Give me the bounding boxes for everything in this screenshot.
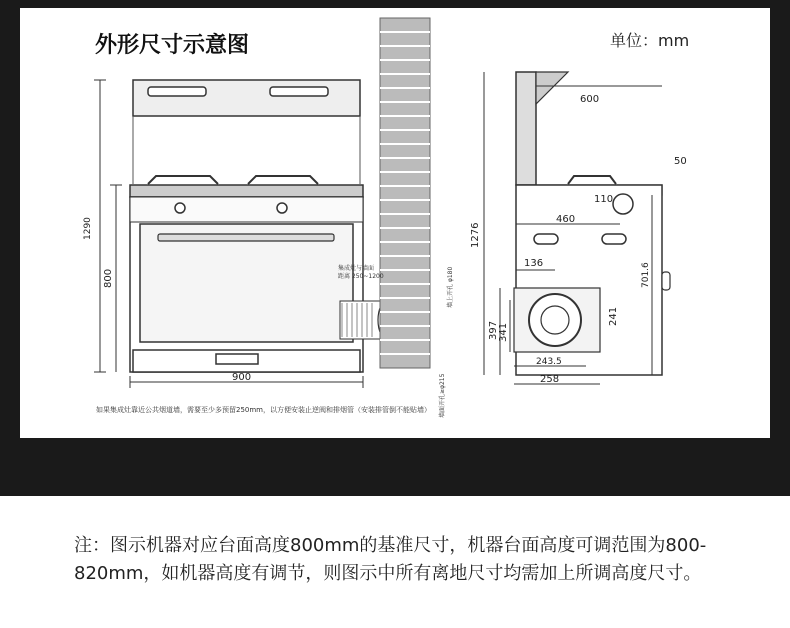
duct-outlet (529, 294, 581, 346)
bottom-note: 如果集成灶靠近公共烟道墙，需要至少多预留250mm，以方便安装止逆阀和排烟管（安装排管倒不能贴墙） (96, 406, 431, 414)
hole-floor-label: 墙面开孔≥φ215 (439, 373, 446, 418)
svg-text:距离 250~1200: 距离 250~1200 (338, 273, 384, 280)
side-vent-right (602, 234, 626, 244)
dim-243-5: 243.5 (536, 357, 562, 367)
footnote: 注：图示机器对应台面高度800mm的基准尺寸，机器台面高度可调范围为800-820mm，如机器高度有调节，则图示中所有离地尺寸均需加上所调高度尺寸。 (74, 535, 707, 584)
dim-397: 397 (488, 320, 499, 340)
dim-600: 600 (580, 94, 600, 105)
dim-460: 460 (556, 214, 576, 225)
dim-50: 50 (674, 156, 687, 167)
side-burner (568, 176, 616, 184)
front-hood (133, 80, 360, 116)
front-knob-left (148, 87, 206, 96)
dim-800: 800 (103, 268, 114, 288)
wall-distance-label: 集成灶与墙面 (338, 265, 375, 272)
dim-701-6: 701.6 (641, 262, 651, 288)
diagram-title: 外形尺寸示意图 (95, 33, 250, 58)
unit-label: 单位：mm (610, 31, 690, 50)
burner-left (148, 176, 218, 184)
side-handle (662, 272, 670, 290)
dim-258: 258 (540, 374, 560, 385)
dim-341: 341 (498, 322, 509, 342)
display-window (216, 354, 258, 364)
side-hood (536, 72, 568, 104)
hole-above-label: 墙上开孔 φ180 (447, 266, 454, 308)
side-backplate (516, 72, 536, 185)
side-fan (613, 194, 633, 214)
dim-110: 110 (594, 194, 614, 205)
countertop (130, 185, 363, 197)
front-knob-right (270, 87, 328, 96)
control-knob-left (175, 203, 185, 213)
dim-900: 900 (232, 372, 252, 383)
note-area (0, 496, 790, 628)
oven-door (140, 224, 353, 342)
oven-handle (158, 234, 334, 241)
dim-1290: 1290 (83, 217, 93, 240)
technical-drawing (20, 8, 770, 438)
dim-136: 136 (524, 258, 544, 269)
dim-241: 241 (608, 306, 619, 326)
control-panel (130, 197, 363, 222)
burner-right (248, 176, 318, 184)
side-vent-left (534, 234, 558, 244)
control-knob-right (277, 203, 287, 213)
dim-1276: 1276 (470, 222, 481, 248)
diagram-panel (20, 8, 770, 438)
brick-wall (380, 18, 430, 368)
